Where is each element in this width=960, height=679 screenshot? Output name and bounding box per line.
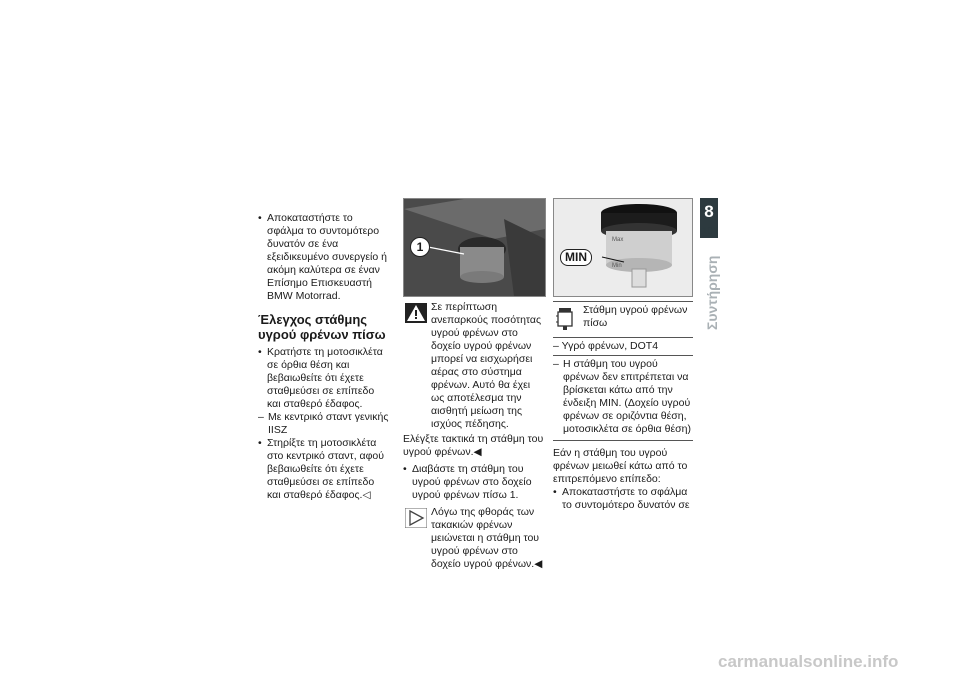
list-item: • Διαβάστε τη στάθμη του υγρού φρένων στο δοχείο υγρού φρένων πίσω 1. xyxy=(403,463,544,502)
info-note xyxy=(403,506,544,571)
max-marking: Max xyxy=(612,237,624,243)
list-item: • Κρατήστε τη μοτοσικλέτα σε όρθια θέση και βεβαιωθείτε ότι έχετε σταθμεύσει σε επίπεδο και σταθερό έδαφος. xyxy=(258,346,390,411)
callout-1: 1 xyxy=(410,237,430,257)
final-bullet-text: Αποκαταστήστε το σφάλμα το συντομότερο δυνατόν σε xyxy=(562,486,690,511)
min-marking: Min xyxy=(612,263,622,269)
watermark: carmanualsonline.info xyxy=(718,652,899,671)
intro-bullet-text: Αποκαταστήστε το σφάλμα το συντομότερο δυνατόν σε ένα εξειδικευμένο συνεργείο ή ακόμη καλύτερα σε έναν Επίσημο Επισκευαστή BMW Motorrad. xyxy=(267,212,387,302)
spec-table xyxy=(553,301,693,441)
reservoir-photo xyxy=(403,198,546,297)
spec-condition-text: Η στάθμη του υγρού φρένων δεν επιτρέπεται να βρίσκεται κάτω από την ένδειξη MIN. (Δοχείο υγρού φρένων σε οριζόντια θέση, μοτοσικλέτα σε όρθια θέση) xyxy=(563,358,691,435)
spec-fluid: – Υγρό φρένων, DOT4 xyxy=(553,338,693,356)
warning-icon xyxy=(405,303,427,323)
below-min-text: Εάν η στάθμη του υγρού φρένων μειωθεί κάτω από το επιτρεπόμενο επίπεδο: xyxy=(553,447,688,485)
section-sidebar-label: Συντήρηση xyxy=(704,255,720,330)
section-heading: Έλεγχος στάθμης υγρού φρένων πίσω xyxy=(258,312,386,342)
page-number: 101 xyxy=(701,226,719,237)
info-text: Λόγω της φθοράς των τακακιών φρένων μειώνεται η στάθμη του υγρού φρένων στο δοχείο υγρού φρένων.◀ xyxy=(431,506,543,570)
step-list xyxy=(258,346,390,502)
list-item: • Αποκαταστήστε το σφάλμα το συντομότερο δυνατόν σε ένα εξειδικευμένο συνεργείο ή ακόμη καλύτερα σε έναν Επίσημο Επισκευαστή BMW Motorrad. xyxy=(258,212,390,303)
column-left xyxy=(258,212,390,502)
column-right xyxy=(553,198,693,512)
reservoir-min-illustration xyxy=(554,199,692,296)
chapter-tab: 8 xyxy=(700,198,718,238)
spec-row-title xyxy=(553,304,693,338)
brake-fluid-reservoir-icon xyxy=(555,306,575,332)
warning-text: Σε περίπτωση ανεπαρκούς ποσότητας υγρού φρένων στο δοχείο υγρού φρένων μπορεί να εισχωρήσει αέρας στο σύστημα φρένων. Αυτό θα έχει ως αποτέλεσμα την αισθητή μείωση της ισχύος πέδησης. xyxy=(431,301,542,430)
column-middle xyxy=(403,198,544,571)
spec-title: Στάθμη υγρού φρένων πίσω xyxy=(583,304,688,329)
step-text: Με κεντρικό σταντ γενικής ΙΙSZ xyxy=(268,411,389,436)
step-text: Κρατήστε τη μοτοσικλέτα σε όρθια θέση και βεβαιωθείτε ότι έχετε σταθμεύσει σε επίπεδο και σταθερό έδαφος. xyxy=(267,346,383,410)
list-item: • Στηρίξτε τη μοτοσικλέτα στο κεντρικό σταντ, αφού βεβαιωθείτε ότι έχετε σταθμεύσει σε επίπεδο και σταθερό έδαφος.◁ xyxy=(258,437,390,502)
list-item: • Αποκαταστήστε το σφάλμα το συντομότερο δυνατόν σε xyxy=(553,486,693,512)
info-triangle-icon xyxy=(405,508,427,528)
read-level-text: Διαβάστε τη στάθμη του υγρού φρένων στο δοχείο υγρού φρένων πίσω 1. xyxy=(412,463,532,501)
spec-condition: – Η στάθμη του υγρού φρένων δεν επιτρέπεται να βρίσκεται κάτω από την ένδειξη MIN. (Δοχείο υγρού φρένων σε οριζόντια θέση, μοτοσικλέτα σε όρθια θέση) xyxy=(553,356,693,438)
min-label: MIN xyxy=(560,249,592,266)
reservoir-closeup xyxy=(553,198,693,297)
step-text: Στηρίξτε τη μοτοσικλέτα στο κεντρικό σταντ, αφού βεβαιωθείτε ότι έχετε σταθμεύσει σε επίπεδο και σταθερό έδαφος.◁ xyxy=(267,437,384,501)
check-instruction: Ελέγξτε τακτικά τη στάθμη του υγρού φρένων.◀ xyxy=(403,433,544,458)
list-item: – Με κεντρικό σταντ γενικής ΙΙSZ xyxy=(258,411,389,436)
warning-note xyxy=(403,301,544,431)
